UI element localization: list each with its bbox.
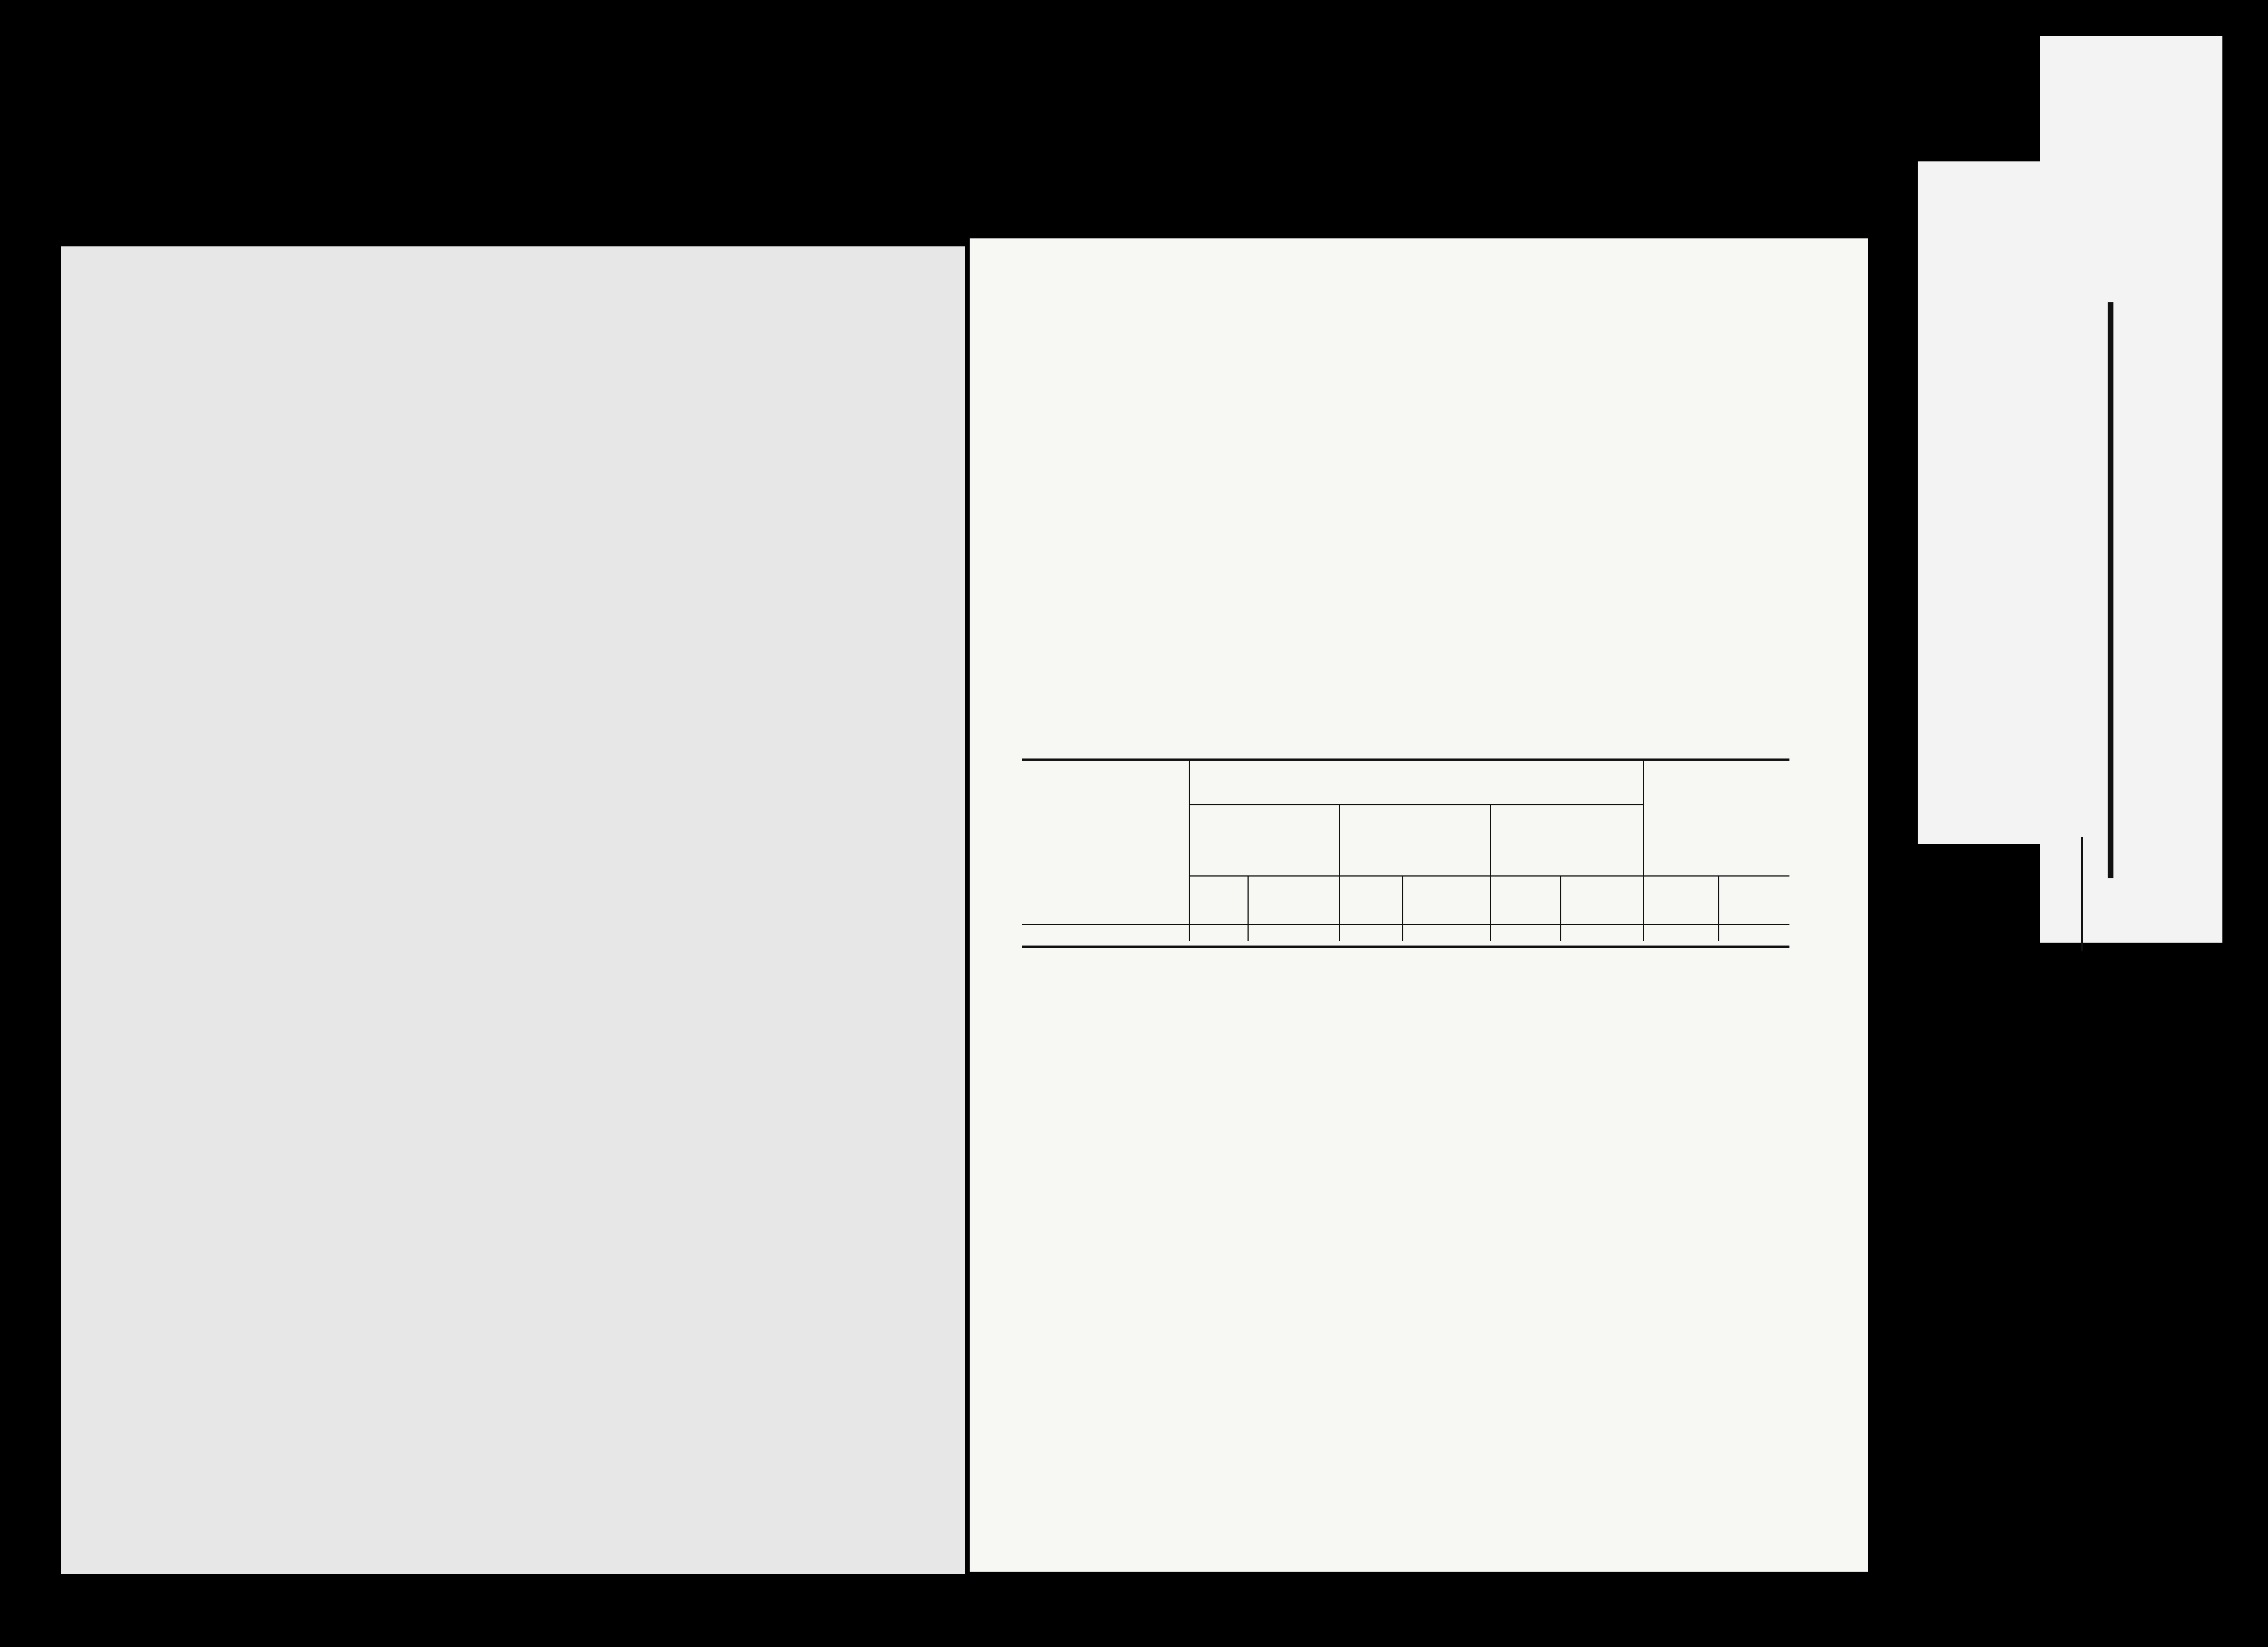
header-percentage-gnp <box>1647 758 1787 875</box>
header-current <box>1189 875 1248 924</box>
units-millions <box>1189 924 1643 941</box>
units-per-cent <box>1643 924 1789 941</box>
right-page <box>970 238 1868 1572</box>
header-machinery <box>1347 804 1481 875</box>
header-total <box>1490 804 1643 875</box>
header-current <box>1339 875 1402 924</box>
header-current <box>1643 875 1718 924</box>
archive-divider-small <box>2081 837 2083 951</box>
header-year <box>1022 758 1189 924</box>
left-page <box>61 246 965 1574</box>
header-constant <box>1248 875 1339 924</box>
header-current <box>1490 875 1560 924</box>
header-construction <box>1189 804 1339 875</box>
table-header <box>1022 758 1789 941</box>
header-capital-expenditures <box>1189 758 1643 804</box>
archive-divider <box>2108 302 2113 878</box>
header-constant <box>1402 875 1490 924</box>
capital-expenditures-table <box>1022 758 1789 948</box>
header-constant <box>1718 875 1789 924</box>
archive-label-card <box>1918 161 2101 844</box>
header-constant <box>1560 875 1643 924</box>
